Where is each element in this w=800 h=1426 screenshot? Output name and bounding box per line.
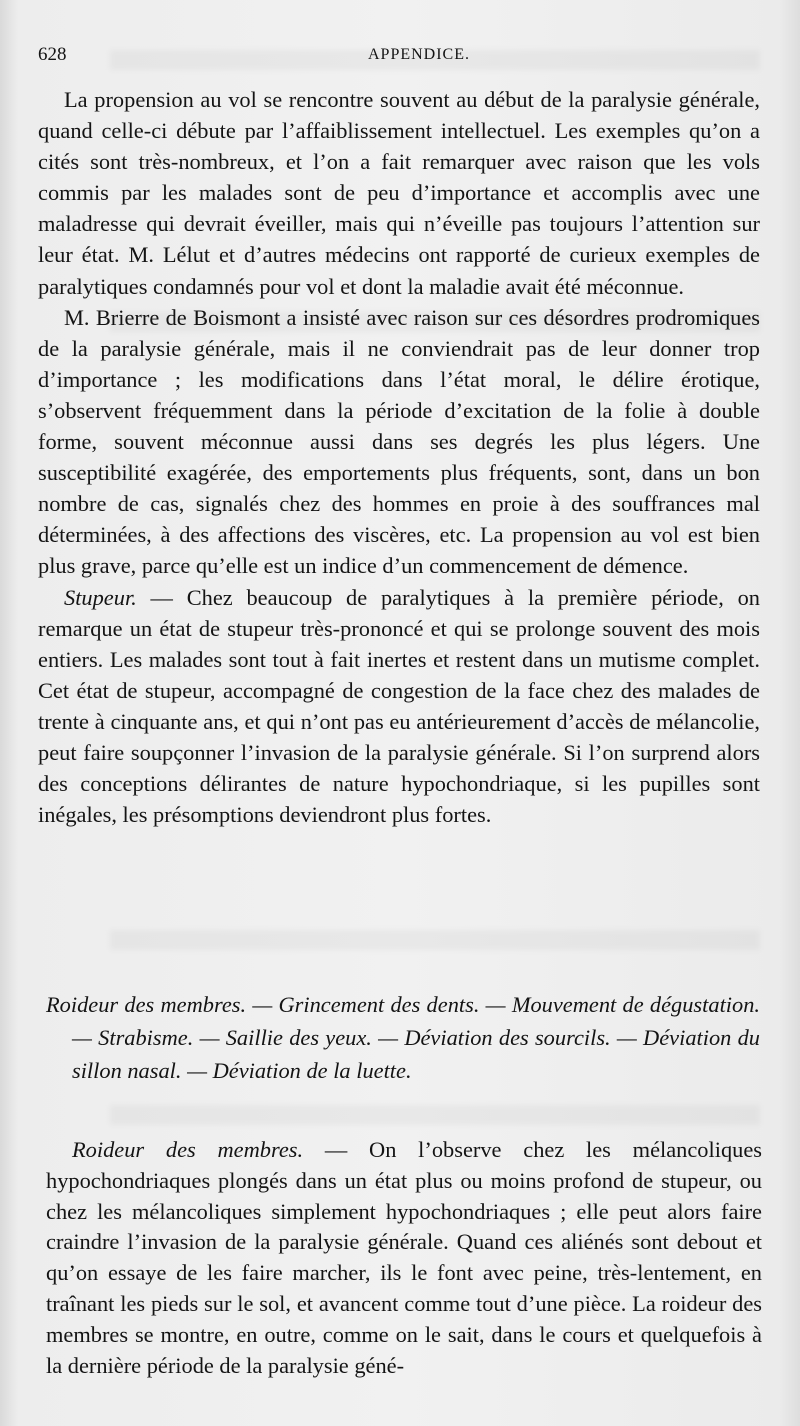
running-head [38, 44, 760, 74]
section-text [46, 1135, 762, 1381]
paragraph-text: La propension au vol se rencontre souvent au début de la paralysie générale, quand celle-ci débute par l’affaiblissement intellectuel. Les exemples qu’on a cités sont très-nombreux, et l’on a fait remarquer avec raison que les vols commis par les malades sont de peu d’importance et accomplis avec une maladresse qui devrait éveiller, mais qui n’éveille pas toujours l’attention sur leur état. M. Lélut et d’autres médecins ont rapporté de curieux exemples de paralytiques condamnés pour vol et dont la maladie avait été méconnue. [38, 87, 760, 299]
paragraph-theft [38, 84, 760, 302]
page-number: 628 [38, 44, 67, 65]
paragraph-text: — Chez beaucoup de paralytiques à la première période, on remarque un état de stupeur très-prononcé et qui se prolonge souvent des mois entiers. Les malades sont tout à fait inertes et restent dans un mutisme complet. Cet état de stupeur, accompagné de congestion de la face chez des malades de trente à cinquante ans, et qui n’ont pas eu antérieurement d’accès de mélancolie, peut faire soupçonner l’invasion de la paralysie générale. Si l’on surprend alors des conceptions délirantes de nature hypochondriaque, si les pupilles sont inégales, les présomptions deviendront plus fortes. [38, 584, 760, 828]
running-title: APPENDICE. [367, 46, 470, 63]
paragraph-stupor [38, 582, 760, 831]
show-through-shadow [110, 930, 760, 950]
paragraph-lead-term: Roideur des membres. [72, 1137, 304, 1162]
paragraph-text: — On l’observe chez les mélancoliques hypochondriaques plongés dans un état plus ou moins profond de stupeur, ou chez les mélancoliques simplement hypochondriaques ; elle peut alors faire craindre l’invasion de la paralysie générale. Quand ces aliénés sont debout et qu’on essaye de les faire marcher, ils le font avec peine, très-lentement, en traînant les pieds sur le sol, et avancent comme tout d’une pièce. La roideur des membres se montre, en outre, comme on le sait, dans le cours et quelquefois à la dernière période de la paralysie géné- [46, 1137, 762, 1378]
paragraph-lead-term: Stupeur. [64, 584, 137, 610]
show-through-shadow [110, 1105, 760, 1125]
paragraph-prodromes [38, 302, 760, 582]
main-text [38, 84, 760, 830]
paragraph-rigidity [46, 1135, 762, 1381]
paragraph-text: M. Brierre de Boismont a insisté avec raison sur ces désordres prodromiques de la paralysie générale, mais il ne conviendrait pas de leur donner trop d’importance ; les modifications dans l’état moral, le délire érotique, s’observent fréquemment dans la période d’excitation de la folie à double forme, souvent méconnue aussi dans ses degrés les plus légers. Une susceptibilité exagérée, des emportements plus fréquents, sont, dans un bon nombre de cas, signalés chez des hommes en proie à des souffrances mal déterminées, à des affections des viscères, etc. La propension au vol est bien plus grave, parce qu’elle est un indice d’un commencement de démence. [38, 304, 760, 579]
section-heading: Roideur des membres. — Grincement des dents. — Mouvement de dégustation. — Strabisme. — Saillie des yeux. — Déviation des sourcils. — Déviation du sillon nasal. — Déviation de la luette. [46, 992, 760, 1083]
